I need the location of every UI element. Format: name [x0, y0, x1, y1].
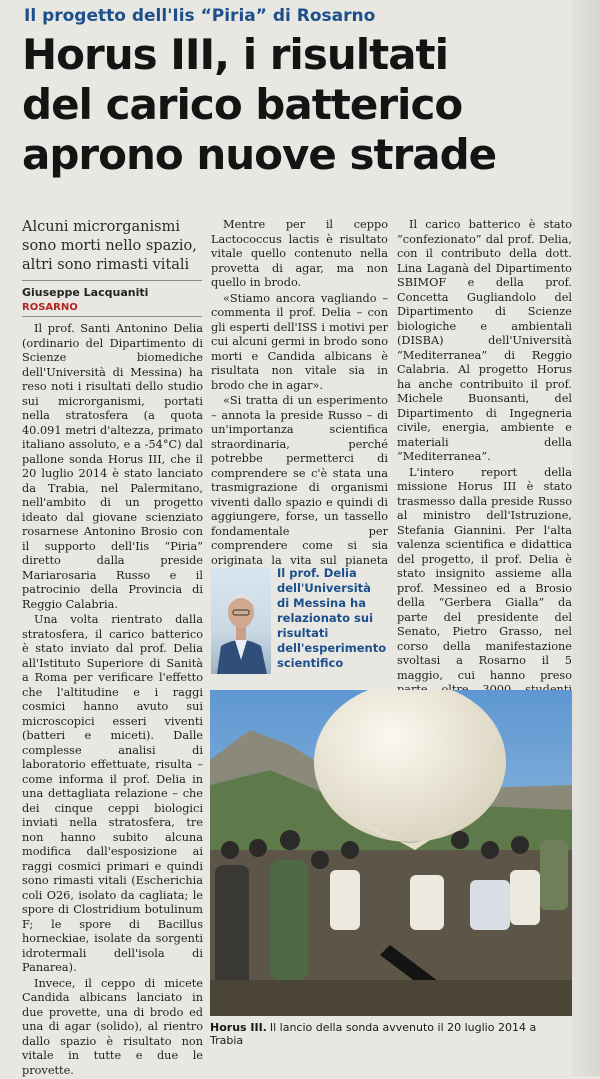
portrait-illustration: [211, 568, 271, 674]
caption-label: Horus III.: [210, 1021, 267, 1034]
paragraph: Mentre per il ceppo Lactococcus lactis è risultato vitale quello contenuto nella provetta di agar, ma non quello in brodo.: [211, 218, 388, 289]
author-byline: Giuseppe Lacquaniti: [22, 286, 149, 299]
paragraph: Invece, il ceppo di micete Candida albicans lanciato in due provette, una di brodo ed una di agar (solido), al rientro dallo spazio è risultato non vitale in tutte e due le provette.: [22, 976, 203, 1077]
headline-line-1: Horus III, i risultati: [22, 30, 449, 79]
dateline-location: ROSARNO: [22, 302, 78, 313]
pullquote-box: [211, 562, 388, 684]
subhead: Alcuni microrganismi sono morti nello spazio, altri sono rimasti vitali: [22, 219, 197, 273]
kicker: Il progetto dell'Iis “Piria” di Rosarno: [24, 6, 376, 26]
headline-line-2: del carico batterico: [22, 80, 463, 129]
article-column-2: [211, 218, 388, 584]
headline-line-3: aprono nuove strade: [22, 130, 497, 179]
article-column-3: [397, 218, 572, 743]
paragraph: Il prof. Santi Antonino Delia (ordinario del Dipartimento di Scienze biomediche dell'Università di Messina) ha reso noti i risultati dello studio sui microrganismi, portati nella stratosfera (a quota 40.091 metri d'altezza, primato italiano assoluto, e a -54°C) dal pallone sonda Horus III, che il 20 luglio 2014 è stato lanciato da Trabia, nel Palermitano, nell'ambito di un progetto ideato dal giovane scienziato rosarnese Antonino Brosio con il supporto dell'Iis “Piria” diretto dalla preside Mariarosaria Russo e il patrocinio della Provincia di Reggio Calabria.: [22, 322, 203, 611]
portrait-photo: [211, 568, 271, 674]
paragraph: «Stiamo ancora vagliando – commenta il prof. Delia – con gli esperti dell'ISS i motivi per cui alcuni germi in brodo sono morti e Candida albicans è risultata non vitale sia in brodo che in agar».: [211, 291, 388, 392]
paragraph: Una volta rientrato dalla stratosfera, il carico batterico è stato inviato dal prof. Delia all'Istituto Superiore di Sanità a Roma per verificare l'effetto che l'altitudine e i raggi cosmici hanno avuto sui microscopici esseri viventi (batteri e miceti). Dalle complesse analisi di laboratorio effettuate, risulta – come informa il prof. Delia in una dettagliata relazione – che dei cinque ceppi biologici inviati nella stratosfera, tre non hanno subito alcuna modifica dall'esposizione ai raggi cosmici primari e quindi sono rimasti vitali (Escherichia coli O26, isolato da cagliata; le spore di Clostridium botulinum F; le spore di Bacillus horneckiae, isolate da sorgenti idrotermali dell'isola di Panarea).: [22, 613, 203, 974]
subhead-divider: [22, 280, 202, 281]
caption-text: Il lancio della sonda avvenuto il 20 luglio 2014 a Trabia: [210, 1021, 537, 1047]
photo-caption: [210, 1021, 572, 1047]
launch-photo: [210, 690, 572, 1016]
article-column-1: [22, 322, 203, 1079]
paragraph: L'intero report della missione Horus III è stato trasmesso dalla preside Russo al ministro dell'Istruzione, Stefania Giannini. Per l'alta valenza scientifica e didattica del progetto, il prof. Delia è stato insignito assieme alla prof. Messineo ed a Brosio della “Gerbera Gialla” da parte del presidente del Senato, Pietro Grasso, nel corso della manifestazione svoltasi a Rosarno il 5 maggio, cui hanno preso: [397, 465, 572, 682]
paragraph: Il carico batterico è stato “confezionato” dal prof. Delia, con il contributo della dott. Lina Laganà del Dipartimento SBIMOF e della prof. Concetta Gugliandolo del Dipartimento di Scienze biologiche e ambientali (DISBA) dell'Università “Mediterranea” di Reggio Calabria. Al progetto Horus ha anche contribuito il prof. Michele Buonsanti, del Dipartimento di Ingegneria civile, energia, ambiente e materiali della “Mediterranea”.: [397, 218, 572, 463]
launch-photo-illustration: [210, 690, 572, 1016]
headline: [22, 30, 582, 180]
byline-divider: [22, 316, 202, 317]
pullquote-text: Il prof. Delia dell'Università di Messina ha relazionato sui risultati dell'esperimento scientifico: [277, 566, 387, 670]
paragraph: «Si tratta di un esperimento – annota la preside Russo – di un'importanza scientifica straordinaria, perché potrebbe permetterci di comprendere se c'è stata una trasmigrazione di organismi viventi dallo spazio e quindi di aggiungere, forse, un tassello fondamentale per comprendere come si sia originata la vita sul pianeta: [211, 394, 388, 567]
